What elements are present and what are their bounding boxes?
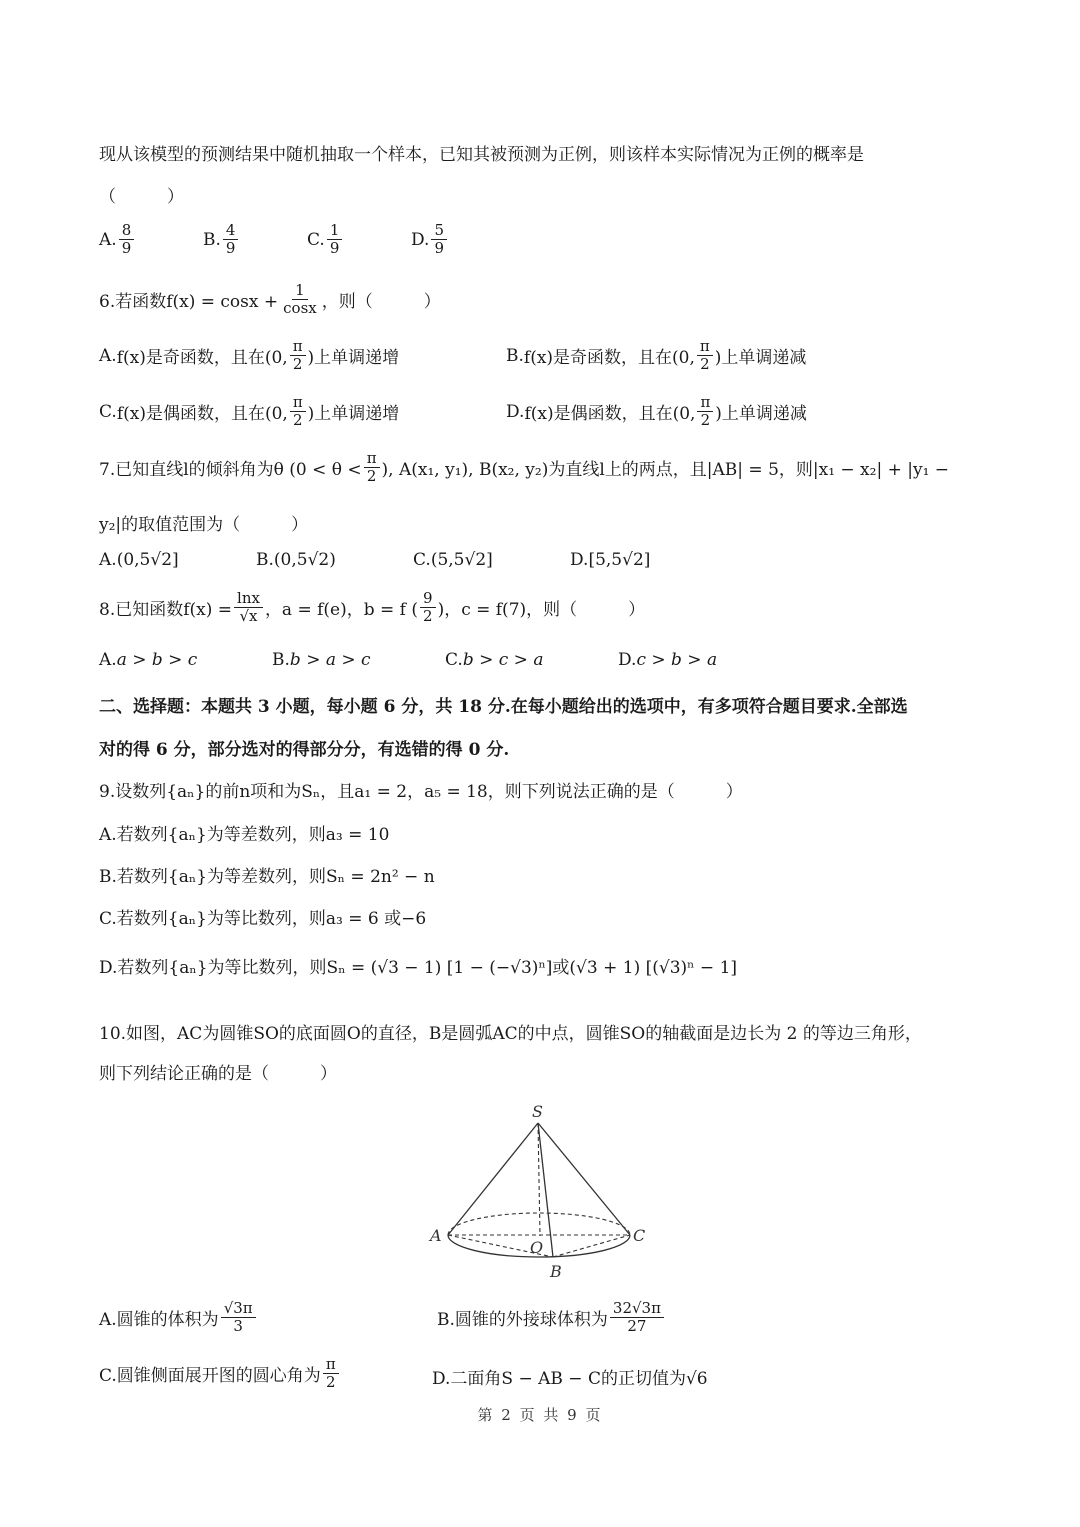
q8-option-c[interactable]: C. b > c > a (445, 650, 544, 670)
q8-option-a[interactable]: A. a > b > c (99, 650, 198, 670)
option-label: D. (411, 229, 430, 250)
q8-stem: 8.已知函数f(x) = $\frac{\ln x}{√x}$ ，a = f(e)，b = f ( $\frac{9}{2}$ )，c = f(7)，则（ ） (99, 589, 646, 626)
fraction: $\frac{9}{2}$ (420, 590, 436, 626)
fraction: $\frac{\pi}{2}$ (697, 338, 713, 374)
q10-option-a[interactable]: A.圆锥的体积为 $\frac{√3\pi}{3}$ (99, 1300, 258, 1336)
fraction: $\frac{\pi}{2}$ (323, 1356, 339, 1392)
segment-sb (538, 1123, 553, 1257)
q6-option-b[interactable]: B. f(x)是奇函数，且在(0, $\frac{\pi}{2}$ )上单调递减 (506, 337, 807, 374)
q9-stem: 9.设数列{aₙ}的前n项和为Sₙ，且a₁ = 2，a₅ = 18，则下列说法正确的是（ ） (99, 782, 743, 802)
q5-answer-bracket: （ ） (99, 187, 184, 207)
option-label: C. (307, 229, 325, 250)
q7-option-d[interactable]: D. [5,5√2] (570, 550, 651, 570)
q8-option-b[interactable]: B. b > a > c (272, 650, 371, 670)
q6-option-a[interactable]: A. f(x)是奇函数，且在(0, $\frac{\pi}{2}$ )上单调递增 (99, 337, 400, 374)
q9-option-b[interactable]: B.若数列{aₙ}为等差数列，则Sₙ = 2n² − n (99, 867, 435, 887)
fraction: $\frac{4}{9}$ (223, 222, 239, 258)
q10-stem-line2: 则下列结论正确的是（ ） (99, 1064, 337, 1084)
q10-option-b[interactable]: B.圆锥的外接球体积为 $\frac{32√3\pi}{27}$ (437, 1300, 666, 1336)
q9-option-d[interactable]: D.若数列{aₙ}为等比数列，则Sₙ = (√3 − 1) [1 − (−√3)ⁿ]或(√3 + 1) [(√3)ⁿ − 1] (99, 958, 738, 978)
fraction: $\frac{1}{\cos x}$ (283, 281, 317, 318)
fraction: $\frac{\ln x}{√x}$ (234, 590, 263, 626)
q7-option-b[interactable]: B. (0,5√2) (256, 550, 336, 570)
cone-slant-sc (538, 1123, 630, 1235)
q9-option-a[interactable]: A.若数列{aₙ}为等差数列，则a₃ = 10 (99, 825, 390, 845)
q7-stem-line2: y₂|的取值范围为（ ） (99, 515, 309, 535)
q5-option-a[interactable] (99, 222, 136, 258)
q5-option-c[interactable] (307, 222, 344, 258)
section2-heading-line2: 对的得 6 分，部分选对的得部分分，有选错的得 0 分. (99, 740, 510, 760)
label-b: B (550, 1262, 562, 1281)
q7-option-c[interactable]: C. (5,5√2] (413, 550, 493, 570)
fraction: $\frac{1}{9}$ (327, 222, 343, 258)
cone-slant-sa (448, 1123, 538, 1235)
cone-figure (420, 1095, 660, 1285)
q5-stem: 现从该模型的预测结果中随机抽取一个样本，已知其被预测为正例，则该样本实际情况为正例的概率是 (99, 145, 864, 165)
q9-option-c[interactable]: C.若数列{aₙ}为等比数列，则a₃ = 6 或−6 (99, 909, 427, 929)
q8-options (99, 650, 1020, 690)
label-c: C (633, 1226, 646, 1245)
fraction: $\frac{8}{9}$ (119, 222, 135, 258)
q5-option-d[interactable] (411, 222, 449, 258)
fraction: $\frac{\pi}{2}$ (290, 338, 306, 374)
label-s: S (532, 1102, 543, 1121)
base-ellipse-back (448, 1213, 630, 1235)
q6-option-c[interactable]: C. f(x)是偶函数，且在(0, $\frac{\pi}{2}$ )上单调递增 (99, 393, 400, 430)
q6-stem: 6.若函数f(x) = cosx + $\frac{1}{\cos x}$ ，则（ ） (99, 281, 441, 318)
q7-option-a[interactable]: A. (0,5√2] (99, 550, 179, 570)
q5-option-b[interactable] (203, 222, 240, 258)
fraction: $\frac{32√3\pi}{27}$ (610, 1300, 664, 1336)
fraction: $\frac{\pi}{2}$ (290, 394, 306, 430)
label-o: O (530, 1238, 544, 1257)
fraction: $\frac{\pi}{2}$ (364, 450, 380, 486)
q7-stem-line1: 7.已知直线l的倾斜角为θ (0 < θ < $\frac{\pi}{2}$ ), A(x₁, y₁), B(x₂, y₂)为直线l上的两点，且|AB| = 5，则|x₁ − x₂| + |y₁ − (99, 449, 950, 486)
fraction: $\frac{\pi}{2}$ (697, 394, 713, 430)
q10-stem-line1: 10.如图，AC为圆锥SO的底面圆O的直径，B是圆弧AC的中点，圆锥SO的轴截面是边长为 2 的等边三角形， (99, 1024, 922, 1044)
fraction: $\frac{√3\pi}{3}$ (221, 1300, 256, 1336)
q7-options (99, 550, 1020, 590)
q10-option-c[interactable]: C.圆锥侧面展开图的圆心角为 $\frac{\pi}{2}$ (99, 1356, 341, 1392)
option-label: A. (99, 229, 117, 250)
q8-option-d[interactable]: D. c > b > a (618, 650, 718, 670)
q10-option-d[interactable]: D.二面角S − AB − C的正切值为√6 (432, 1369, 708, 1389)
q5-options (99, 222, 1020, 262)
q6-option-d[interactable]: D. f(x)是偶函数，且在(0, $\frac{\pi}{2}$ )上单调递减 (506, 393, 807, 430)
page-footer: 第 2 页 共 9 页 (477, 1406, 603, 1424)
option-label: B. (203, 229, 221, 250)
fraction: $\frac{5}{9}$ (431, 222, 447, 258)
label-a: A (430, 1226, 442, 1245)
section2-heading-line1: 二、选择题：本题共 3 小题，每小题 6 分，共 18 分.在每小题给出的选项中，有多项符合题目要求.全部选 (99, 697, 908, 717)
